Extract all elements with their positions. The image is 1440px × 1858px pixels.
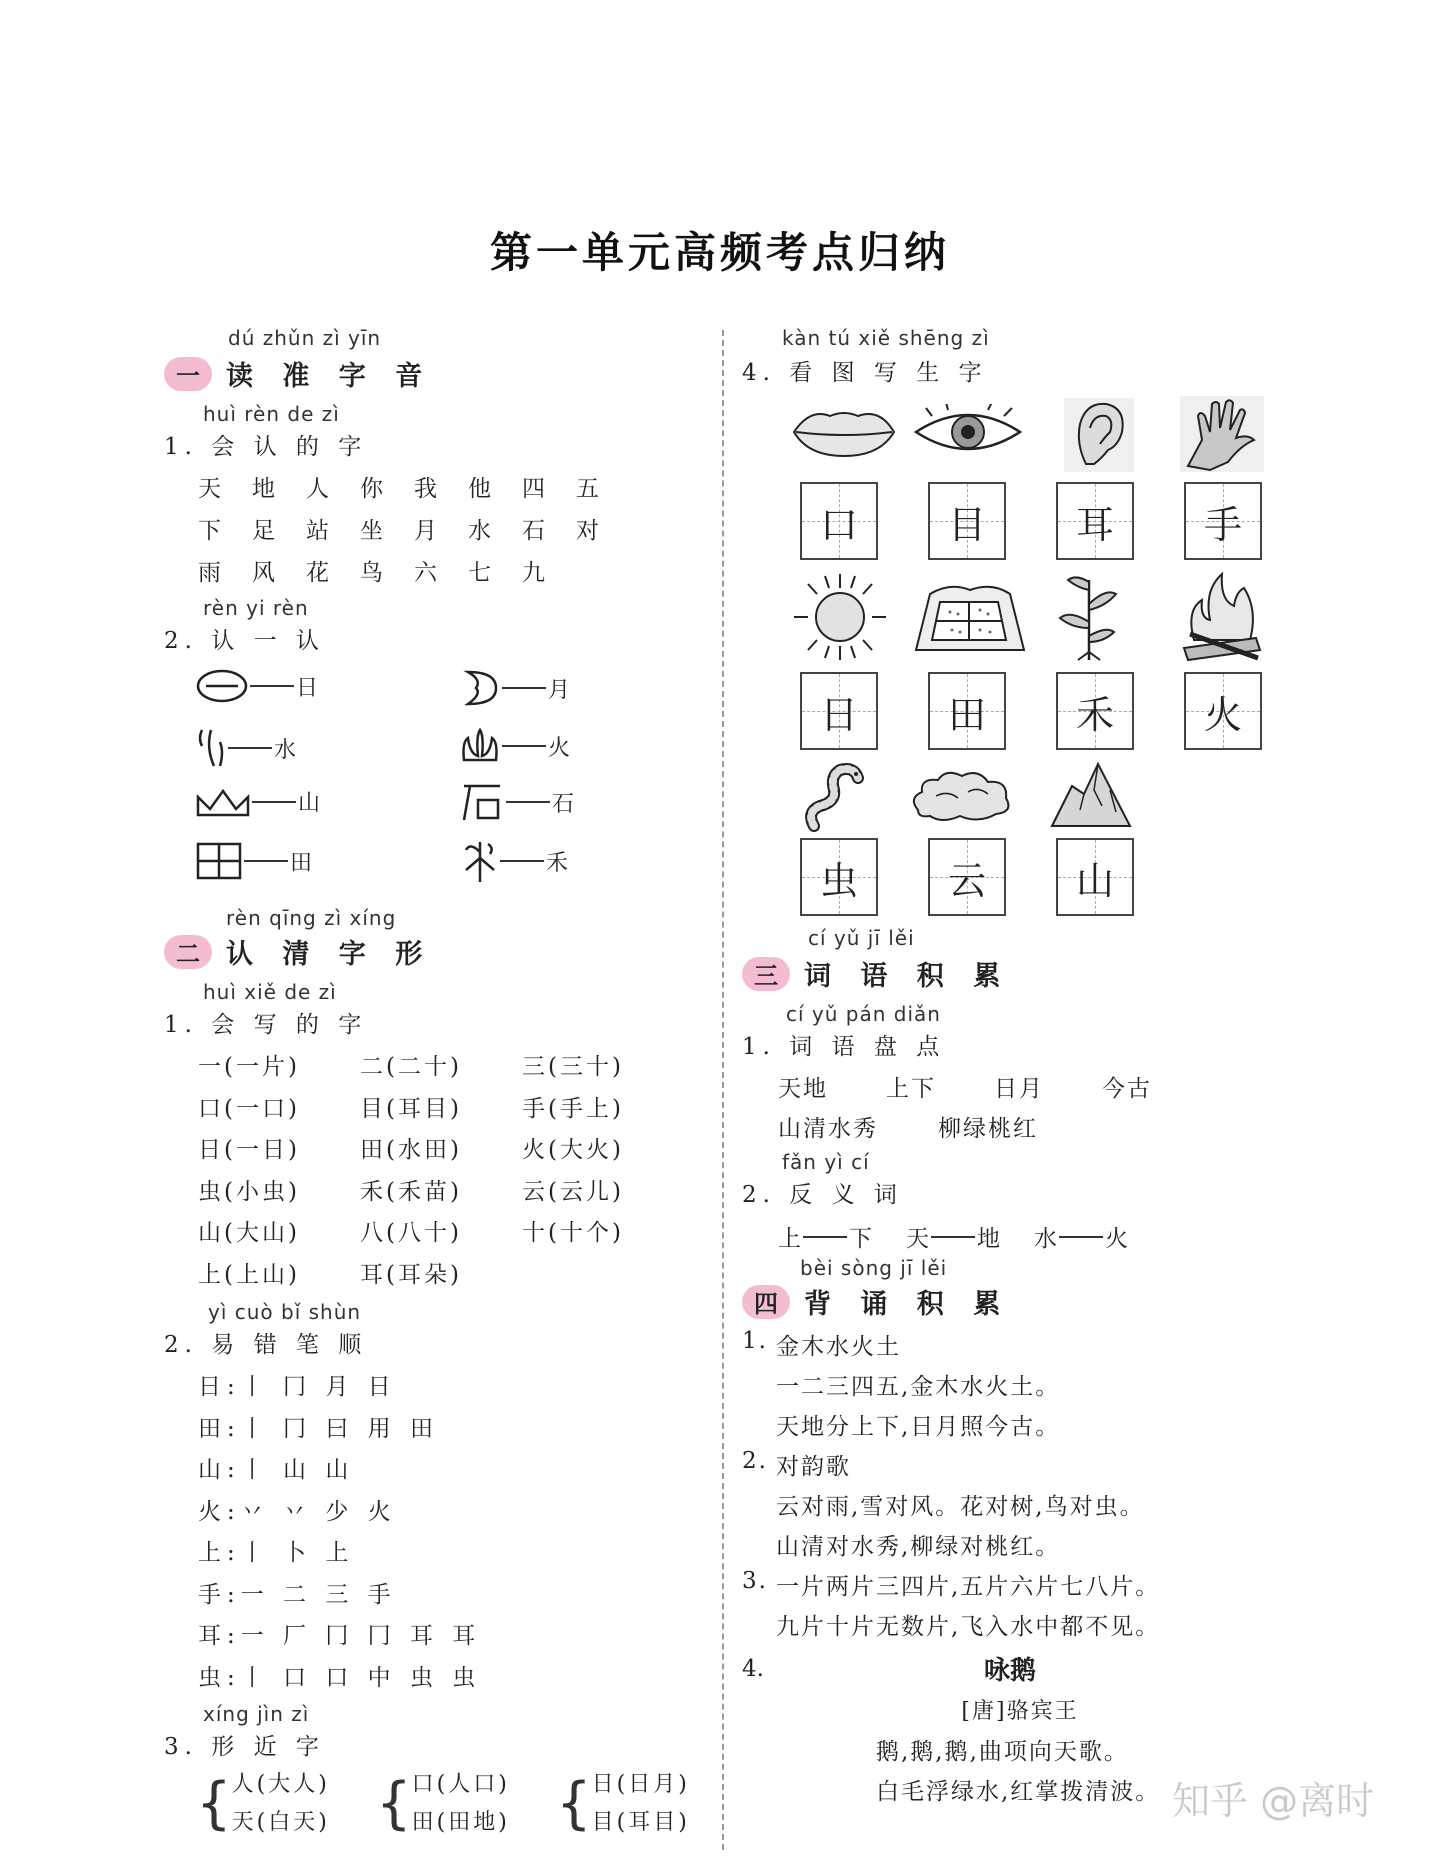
recitation-line: 九片十片无数片,飞入水中都不见。 [776, 1614, 1161, 1640]
char-row [198, 554, 630, 596]
s2-item2-pinyin: yì cuò bǐ shùn [208, 1300, 362, 1324]
write-grid-row1 [800, 482, 1262, 560]
char: 地 [252, 476, 275, 502]
write-entry: 十(十个) [522, 1220, 624, 1246]
write-entry: 火(大火) [522, 1137, 624, 1163]
glyph-char: 田 [290, 850, 313, 876]
worm-icon [800, 762, 870, 832]
antonym: 上 [778, 1226, 801, 1252]
section1-title: 读 准 字 音 [226, 361, 433, 392]
glyph-char: 禾 [546, 850, 569, 876]
similar-group: { 人(大人) 天(白天) [196, 1766, 376, 1842]
char: 风 [252, 560, 275, 586]
glyph-char: 水 [274, 737, 297, 763]
s2-item2-label: 2. 易 错 笔 顺 [164, 1332, 368, 1358]
word: 今古 [1102, 1076, 1152, 1102]
glyph-char: 日 [296, 675, 319, 701]
section2-pinyin: rèn qīng zì xíng [226, 906, 397, 930]
write-entry: 八(八十) [360, 1220, 462, 1246]
glyph-pair-field [196, 842, 312, 880]
stroke-line: 虫:丨 口 口 中 虫 虫 [198, 1664, 482, 1691]
recitation-line: 一二三四五,金木水火土。 [776, 1374, 1061, 1400]
s2-item3-label: 3. 形 近 字 [164, 1734, 325, 1760]
ear-icon [1064, 398, 1134, 472]
tian-grid: 目 [928, 482, 1006, 560]
char: 下 [198, 518, 221, 544]
glyph-pair-water [196, 726, 296, 770]
stroke-line: 上:丨 卜 上 [198, 1540, 355, 1566]
ancient-field-glyph-icon [196, 842, 242, 880]
char: 石 [522, 518, 545, 544]
word: 山清水秀 [778, 1116, 878, 1142]
section1-badge: 一 [164, 357, 212, 391]
word: 天地 [778, 1076, 828, 1102]
write-entry: 上(上山) [198, 1261, 300, 1288]
watermark: 知乎 @离时 [1172, 1779, 1375, 1823]
s2-item1-pinyin: huì xiě de zì [203, 980, 337, 1004]
word-row-2 [778, 1110, 1098, 1143]
page-title: 第一单元高频考点归纳 [489, 228, 950, 277]
s1-item4-label: 4. 看 图 写 生 字 [742, 360, 988, 386]
ancient-grain-glyph-icon [460, 838, 498, 884]
write-entry: 山(大山) [198, 1220, 300, 1246]
write-row [198, 1256, 684, 1298]
tian-grid: 手 [1184, 482, 1262, 560]
antonym: 火 [1105, 1226, 1128, 1252]
mountain-icon [1050, 760, 1132, 830]
char: 对 [576, 518, 599, 544]
poem-line: 鹅,鹅,鹅,曲项向天歌。 [876, 1739, 1129, 1765]
char: 人 [306, 476, 329, 502]
write-row [198, 1173, 684, 1215]
s1-item1-label: 1. 会 认 的 字 [164, 434, 368, 460]
glyph-pair-fire [460, 728, 570, 764]
similar-entry: 日(日月) [591, 1772, 690, 1797]
column-divider [722, 330, 724, 1850]
section1-pinyin: dú zhǔn zì yīn [228, 326, 382, 350]
char: 六 [414, 560, 437, 586]
ancient-sun-glyph-icon [196, 668, 248, 704]
char: 天 [198, 476, 221, 502]
eye-icon [912, 404, 1024, 460]
tian-grid: 云 [928, 838, 1006, 916]
word-row-1 [778, 1070, 1210, 1103]
ancient-stone-glyph-icon [460, 782, 504, 822]
char: 你 [360, 476, 383, 502]
s3-item2-pinyin: fǎn yì cí [782, 1150, 870, 1174]
write-entry: 虫(小虫) [198, 1178, 300, 1205]
hand-icon [1180, 396, 1264, 472]
similar-entry: 天(白天) [231, 1810, 330, 1835]
s2-item3-pinyin: xíng jìn zì [203, 1702, 310, 1726]
write-grid-row2 [800, 672, 1262, 750]
char-row [198, 512, 630, 554]
poem-body [876, 1732, 1160, 1812]
section2-badge: 二 [164, 935, 212, 969]
glyph-pair-grain [460, 838, 568, 884]
s3-item1-pinyin: cí yǔ pán diǎn [786, 1002, 941, 1026]
section3-header [742, 954, 1010, 993]
ancient-water-glyph-icon [196, 726, 226, 770]
glyph-pair-sun [196, 668, 318, 704]
s1-item2-label: 2. 认 一 认 [164, 628, 325, 654]
glyph-char: 火 [548, 735, 571, 761]
char: 五 [576, 476, 599, 502]
tian-grid: 口 [800, 482, 878, 560]
glyph-char: 山 [298, 791, 321, 816]
s3-item1-label: 1. 词 语 盘 点 [742, 1034, 946, 1060]
section4-badge: 四 [742, 1285, 790, 1319]
tian-grid: 田 [928, 672, 1006, 750]
write-entry: 禾(禾苗) [360, 1178, 462, 1205]
char-row [198, 470, 630, 512]
similar-chars [196, 1766, 736, 1842]
glyph-char: 月 [548, 677, 571, 703]
recitation-line: 天地分上下,日月照今古。 [776, 1414, 1061, 1440]
mouth-icon [790, 402, 898, 462]
char: 鸟 [360, 560, 383, 586]
char: 雨 [198, 560, 221, 586]
stroke-line: 山:丨 山 山 [198, 1457, 355, 1483]
ancient-mountain-glyph-icon [196, 787, 250, 817]
s1-item4-pinyin: kàn tú xiě shēng zì [782, 326, 990, 350]
write-chars-table [198, 1048, 684, 1297]
similar-entry: 口(人口) [411, 1772, 510, 1797]
s1-item1-pinyin: huì rèn de zì [203, 402, 340, 426]
char: 他 [468, 476, 491, 502]
section2-title: 认 清 字 形 [226, 939, 433, 970]
poem-line: 白毛浮绿水,红掌拨清波。 [876, 1779, 1161, 1805]
s1-item2-pinyin: rèn yi rèn [203, 596, 309, 620]
stroke-line: 火:丷 丷 少 火 [198, 1498, 397, 1525]
char: 七 [468, 560, 491, 586]
cloud-icon [908, 766, 1014, 826]
recitation-line: 云对雨,雪对风。花对树,鸟对虫。 [776, 1494, 1145, 1520]
stroke-order-list [198, 1368, 481, 1700]
poem-author: [唐]骆宾王 [961, 1699, 1079, 1724]
recitation-line: 3. 一片两片三四片,五片六片七八片。 [742, 1568, 1161, 1600]
tian-grid: 耳 [1056, 482, 1134, 560]
write-row [198, 1048, 684, 1090]
poem-number: 4. [742, 1656, 764, 1682]
rice-plant-icon [1054, 570, 1124, 662]
write-entry: 手(手上) [522, 1095, 624, 1122]
tian-grid: 禾 [1056, 672, 1134, 750]
tian-grid: 日 [800, 672, 878, 750]
char: 坐 [360, 518, 383, 544]
stroke-line: 手:一 二 三 手 [198, 1581, 397, 1608]
write-row [198, 1090, 684, 1132]
fire-icon [1180, 570, 1264, 662]
recitation-line: 2. 对韵歌 [742, 1448, 851, 1480]
similar-group: { 口(人口) 田(田地) [376, 1766, 556, 1842]
tian-grid: 火 [1184, 672, 1262, 750]
s3-item2-label: 2. 反 义 词 [742, 1182, 903, 1208]
section3-title: 词 语 积 累 [804, 961, 1011, 992]
word: 日月 [994, 1076, 1044, 1102]
section4-title: 背 诵 积 累 [804, 1289, 1011, 1320]
glyph-pair-stone [460, 782, 574, 822]
stroke-line: 日:丨 冂 月 日 [198, 1374, 397, 1400]
antonym: 地 [977, 1226, 1000, 1252]
recitation-line: 山清对水秀,柳绿对桃红。 [776, 1534, 1061, 1560]
field-icon [910, 580, 1028, 656]
antonym: 水 [1034, 1226, 1057, 1252]
ancient-fire-glyph-icon [460, 728, 500, 764]
glyph-char: 石 [552, 791, 575, 817]
sun-icon [790, 572, 890, 662]
antonym: 下 [849, 1226, 872, 1252]
char: 足 [252, 518, 275, 544]
char: 四 [522, 476, 545, 502]
char: 水 [468, 518, 491, 544]
char: 站 [306, 518, 329, 544]
write-entry: 一(一片) [198, 1054, 300, 1080]
section3-badge: 三 [742, 957, 790, 991]
section3-pinyin: cí yǔ jī lěi [808, 926, 915, 950]
antonym: 天 [906, 1226, 929, 1252]
similar-entry: 人(大人) [231, 1772, 330, 1797]
char: 九 [522, 560, 545, 586]
ancient-moon-glyph-icon [460, 668, 500, 708]
section2-header [164, 932, 432, 971]
similar-entry: 目(耳目) [591, 1810, 690, 1835]
antonym-row [778, 1220, 1128, 1253]
write-grid-row3 [800, 838, 1134, 916]
word: 上下 [886, 1076, 936, 1102]
write-row [198, 1131, 684, 1173]
char: 花 [306, 560, 329, 586]
write-entry: 田(水田) [360, 1137, 462, 1163]
tian-grid: 山 [1056, 838, 1134, 916]
recitation-line: 1. 金木水火土 [742, 1328, 901, 1360]
glyph-pair-mountain [196, 786, 320, 817]
recognize-chars [198, 470, 630, 596]
write-entry: 口(一口) [198, 1095, 300, 1122]
s2-item1-label: 1. 会 写 的 字 [164, 1012, 368, 1038]
poem-title: 咏鹅 [983, 1656, 1036, 1686]
section4-pinyin: bèi sòng jī lěi [800, 1256, 948, 1280]
stroke-line: 田:丨 冂 曰 用 田 [198, 1415, 439, 1442]
recitation-list [742, 1328, 1160, 1648]
write-entry: 日(一日) [198, 1137, 300, 1163]
section4-header [742, 1282, 1010, 1321]
write-entry: 云(云儿) [522, 1178, 624, 1205]
write-entry: 三(三十) [522, 1054, 624, 1080]
write-entry: 目(耳目) [360, 1095, 462, 1122]
write-entry: 耳(耳朵) [360, 1261, 462, 1288]
section1-header [164, 354, 432, 393]
word: 柳绿桃红 [938, 1116, 1038, 1142]
tian-grid: 虫 [800, 838, 878, 916]
stroke-line: 耳:一 厂 冂 冂 耳 耳 [198, 1623, 482, 1649]
write-entry: 二(二十) [360, 1054, 462, 1080]
glyph-pair-moon [460, 668, 570, 708]
similar-group: { 日(日月) 目(耳目) [556, 1766, 736, 1842]
char: 月 [414, 518, 437, 544]
similar-entry: 田(田地) [411, 1810, 510, 1835]
write-row [198, 1214, 684, 1256]
char: 我 [414, 476, 437, 502]
